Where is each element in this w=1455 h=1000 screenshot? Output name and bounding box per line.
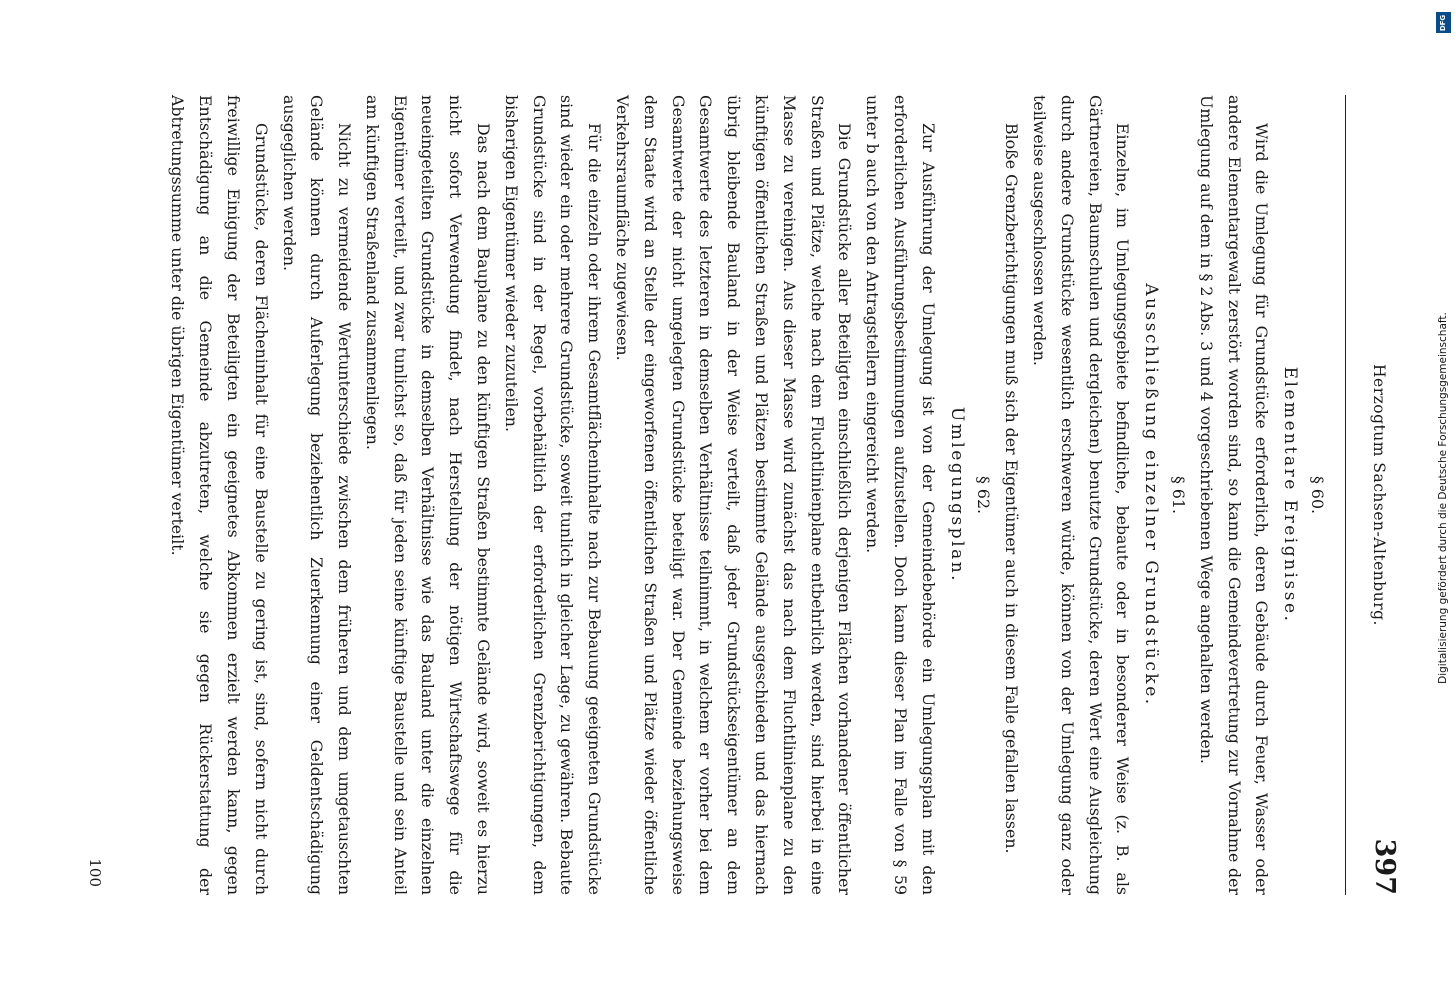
paragraph: Nicht zu vermeidende Wertunterschiede zwischen dem früheren und dem umgetauschten Gelände können durch Auferlegung beziehentlich Zuerkennung einer Geldentschädigung ausgeglichen werden. [279, 95, 355, 895]
paragraph: Wird die Umlegung für Grundstücke erforderlich, deren Gebäude durch Feuer, Wasser oder andere Elementargewalt zerstört worden sind, so kann die Gemeindevertretung zur Vornahme der Umlegung auf dem in § 2 Abs. 3 und 4 vorgeschriebenen Wege angehalten werden. [1196, 95, 1272, 895]
digitization-note: Digitalisierung gefördert durch die Deutsche Forschungsgemeinschaft. [1437, 312, 1449, 684]
section-title-60: Elementare Ereignisse. [1280, 366, 1301, 624]
paragraph: Bloße Grenzberichtigungen muß sich der Eigentümer auch in diesem Falle gefallen lassen. [1002, 123, 1022, 854]
running-head: Herzogtum Sachsen-Altenburg. [1370, 364, 1388, 626]
dfg-logo-text: DFG [1439, 14, 1448, 31]
section-number-62: § 62. [974, 475, 994, 515]
page-body [164, 95, 1345, 895]
paragraph: Zur Ausführung der Umlegung ist von der Gemeindebehörde ein Umlegungsplan mit den erforderlichen Ausführungsbestimmungen aufzustellen. Doch kann dieser Plan im Falle von § 59 unter b auch von den Antragstellern eingereicht werden. [863, 95, 938, 895]
paragraph: Die Grundstücke aller Beteiligten einschließlich derjenigen Flächen vorhandener öffentlicher Straßen und Plätze, welche nach dem Fluchtlinienplane entbehrlich werden, sind hierbei in eine Masse zu vereinigen. Aus dieser Masse wird zunächst das nach dem Fluchtlinienplane zu den künftigen öffentlichen Straßen und Plätzen bestimmte Gelände ausgeschieden und das hiernach übrig bleibende Bauland in der Weise verteilt, daß jeder Grundstückseigentümer an dem Gesamtwerte des letzteren in demselben Verhältnisse teilnimmt, in welchem er vorher bei dem Gesamtwerte der nicht umgelegten Grundstücke beteiligt war. Der Gemeinde beziehungsweise dem Staate wird an Stelle der eingeworfenen öffentlichen Straßen und Plätze wieder öffentliche Verkehrsraumfläche zugewiesen. [613, 95, 855, 895]
paragraph: Das nach dem Bauplane zu den künftigen Straßen bestimmte Gelände wird, soweit es hierzu nicht sofort Verwendung findet, nach Herstellung der nötigen Wirtschaftswege für die neueingeteilten Grundstücke in demselben Verhältnisse wie das Bauland unter die einzelnen Eigentümer verteilt, und zwar tunlichst so, daß für jeden seine künftige Baustelle und sein Anteil am künftigen Straßenland zusammenliegen. [362, 95, 494, 895]
section-title-62: Umlegungsplan. [946, 406, 967, 584]
paragraph: Grundstücke, deren Flächeninhalt für eine Baustelle zu gering ist, sind, sofern nicht durch freiwillige Einigung der Beteiligten ein geeignetes Abkommen erzielt werden kann, gegen Entschädigung an die Gemeinde abzutreten, welche sie gegen Rückerstattung der Abtretungssumme unter die übrigen Eigentümer verteilt. [168, 95, 271, 895]
section-title-61: Ausschließung einzelner Grundstücke. [1141, 283, 1162, 707]
page-header [1345, 95, 1400, 895]
page-number: 397 [1369, 838, 1400, 895]
paragraph: Einzelne, im Umlegungsgebiete befindliche, bebaute oder in besonderer Weise (z. B. als Gärtnereien, Baumschulen und dergleichen) benutzte Grundstücke, deren Wert eine Ausgleichung durch andere Grundstücke wesentlich erschweren würde, können von der Umlegung ganz oder teilweise ausgeschlossen werden. [1030, 95, 1133, 895]
section-number-61: § 61. [1169, 475, 1189, 515]
paragraph: Für die einzeln oder ihrem Gesamtflächeninhalte nach zur Bebauung geeigneten Grundstücke sind wieder ein oder mehrere Grundstücke, soweit tunlich in gleicher Lage, zu gewähren. Bebaute Grundstücke sind in der Regel, vorbehältlich der erforderlichen Grenzberichtigungen, dem bisherigen Eigentümer wieder zuzuteilen. [501, 95, 605, 895]
dfg-logo-icon [1436, 12, 1451, 33]
sheet-number: 100 [85, 858, 104, 887]
rotated-page [80, 95, 1400, 895]
section-number-60: § 60. [1308, 475, 1327, 515]
